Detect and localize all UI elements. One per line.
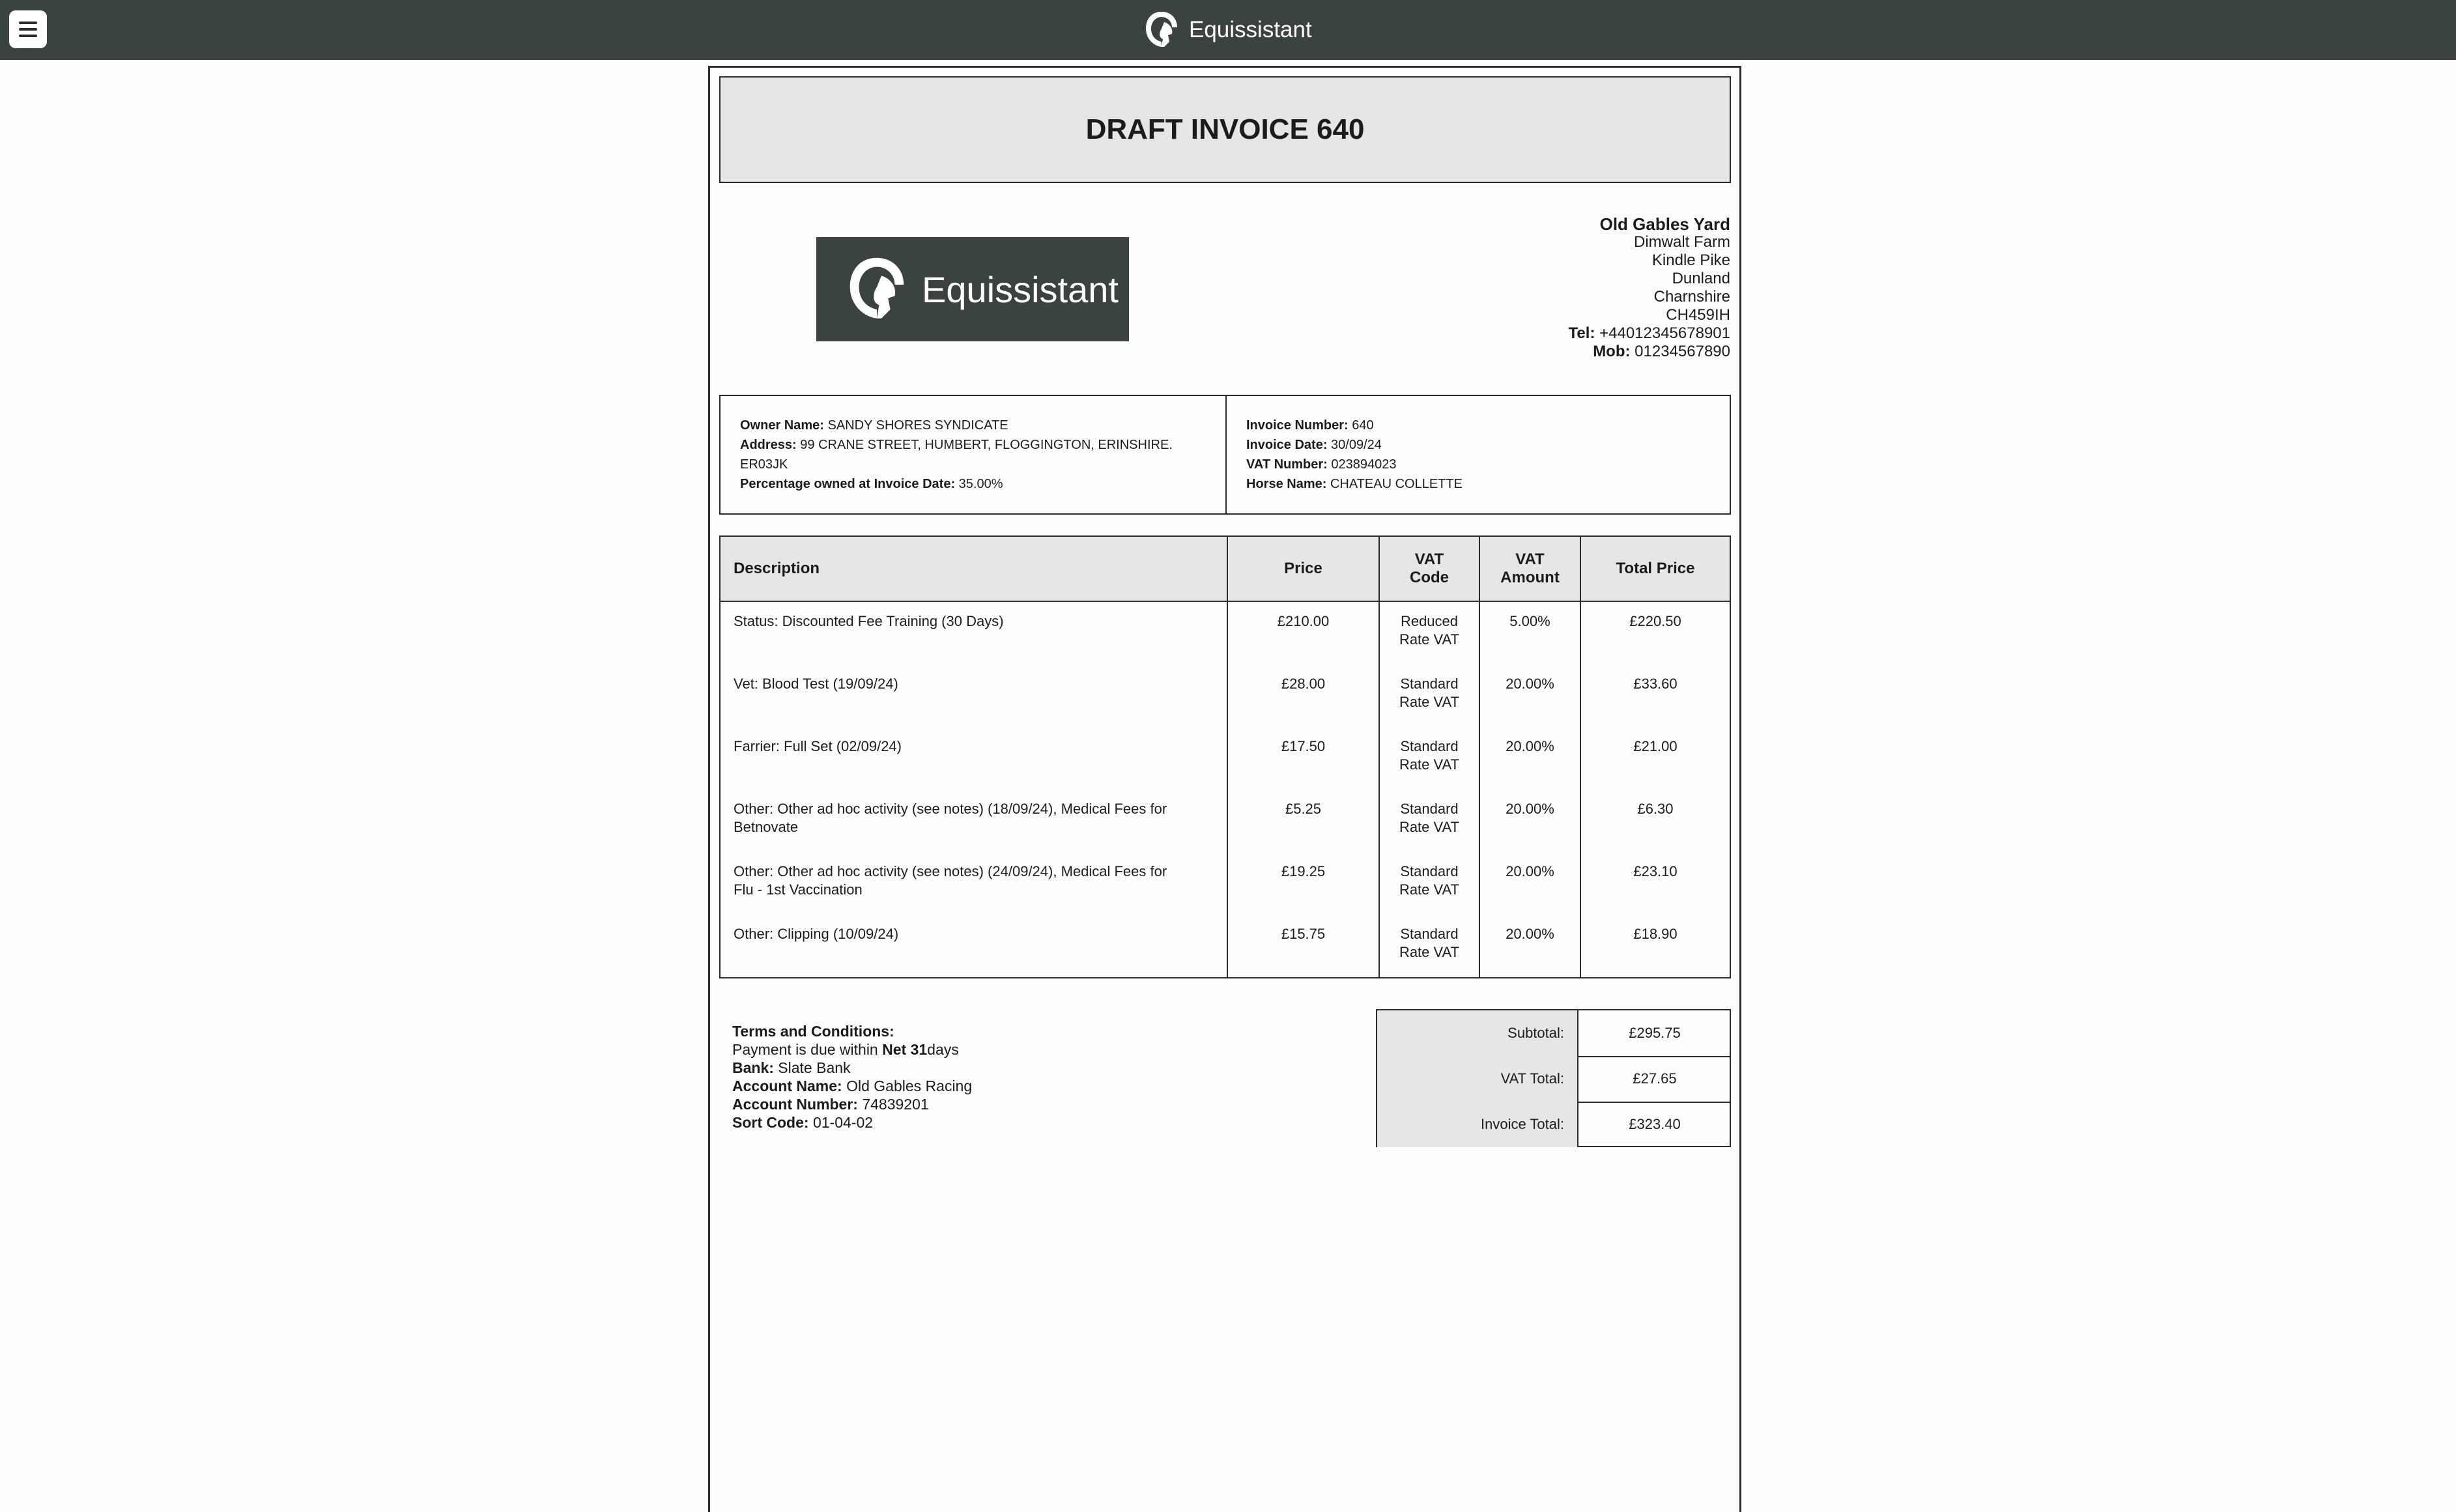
row-vat-code: Standard Rate VAT xyxy=(1399,738,1460,773)
row-vat-amount: 5.00% xyxy=(1509,613,1550,629)
row-vat-code: Standard Rate VAT xyxy=(1399,863,1460,898)
company-name: Old Gables Yard xyxy=(1599,214,1730,234)
address-line: Charnshire xyxy=(1653,288,1730,306)
header-vat-code: VAT Code xyxy=(1410,550,1449,586)
address-line: Dunland xyxy=(1672,270,1730,287)
hamburger-menu-icon[interactable] xyxy=(9,10,47,48)
address-line: Kindle Pike xyxy=(1651,251,1730,269)
company-mob: Mob: 01234567890 xyxy=(1593,343,1730,360)
table-row xyxy=(721,851,1730,913)
totals-table xyxy=(1376,1009,1731,1147)
row-vat-code: Standard Rate VAT xyxy=(1399,676,1460,710)
invoice-logo xyxy=(816,237,1129,341)
account-name: Account Name: Old Gables Racing xyxy=(732,1077,973,1094)
address-line: CH459IH xyxy=(1666,306,1730,324)
invoice-title: DRAFT INVOICE 640 xyxy=(719,76,1731,183)
company-address xyxy=(1569,215,1730,361)
subtotal-value: £295.75 xyxy=(1629,1025,1681,1041)
owner-info xyxy=(719,395,1227,515)
row-description: Farrier: Full Set (02/09/24) xyxy=(734,738,902,754)
header-description: Description xyxy=(734,560,820,577)
invoice-meta xyxy=(1225,395,1731,515)
invoice-total-row xyxy=(1377,1102,1730,1147)
table-row xyxy=(721,726,1730,788)
invoice-total-label: Invoice Total: xyxy=(1377,1102,1578,1147)
row-total: £21.00 xyxy=(1633,738,1678,754)
vat-total-label: VAT Total: xyxy=(1377,1056,1578,1102)
invoice-logo-text: Equissistant xyxy=(922,268,1119,310)
table-row xyxy=(721,788,1730,851)
horse-name: Horse Name: CHATEAU COLLETTE xyxy=(1246,477,1463,491)
row-price: £19.25 xyxy=(1281,863,1326,879)
vat-total-value: £27.65 xyxy=(1633,1070,1677,1087)
row-total: £18.90 xyxy=(1633,926,1678,942)
subtotal-label: Subtotal: xyxy=(1377,1010,1578,1056)
row-price: £28.00 xyxy=(1281,676,1326,692)
row-vat-amount: 20.00% xyxy=(1506,738,1554,754)
subtotal-row xyxy=(1377,1010,1730,1057)
header-price: Price xyxy=(1284,560,1322,577)
owner-address: Address: 99 CRANE STREET, HUMBERT, FLOGGINGTON, ERINSHIRE. ER03JK xyxy=(740,438,1173,472)
app-name: Equissistant xyxy=(1189,17,1312,42)
top-bar xyxy=(0,0,2456,60)
row-total: £23.10 xyxy=(1633,863,1678,879)
header-total-price: Total Price xyxy=(1616,560,1695,577)
owner-name: Owner Name: SANDY SHORES SYNDICATE xyxy=(740,418,1008,433)
row-description: Other: Other ad hoc activity (see notes) (18/09/24), Medical Fees for Betnovate xyxy=(734,801,1167,835)
horse-head-icon xyxy=(841,253,913,325)
bank: Bank: Slate Bank xyxy=(732,1059,851,1076)
table-row xyxy=(721,601,1730,663)
row-vat-amount: 20.00% xyxy=(1506,676,1554,692)
account-number: Account Number: 74839201 xyxy=(732,1096,929,1113)
owner-percentage: Percentage owned at Invoice Date: 35.00% xyxy=(740,477,1003,491)
company-tel: Tel: +44012345678901 xyxy=(1568,324,1730,342)
vat-number: VAT Number: 023894023 xyxy=(1246,457,1397,472)
row-total: £220.50 xyxy=(1629,613,1681,629)
header-vat-amount: VAT Amount xyxy=(1500,550,1560,586)
row-vat-code: Reduced Rate VAT xyxy=(1399,613,1460,648)
row-vat-amount: 20.00% xyxy=(1506,926,1554,942)
line-items-table xyxy=(719,535,1731,978)
row-price: £5.25 xyxy=(1285,801,1322,817)
terms-and-conditions xyxy=(732,1022,972,1132)
table-row xyxy=(721,663,1730,726)
invoice-total-value: £323.40 xyxy=(1629,1116,1681,1132)
row-description: Vet: Blood Test (19/09/24) xyxy=(734,676,898,692)
row-vat-code: Standard Rate VAT xyxy=(1399,801,1460,835)
row-description: Other: Clipping (10/09/24) xyxy=(734,926,899,942)
invoice-number: Invoice Number: 640 xyxy=(1246,418,1374,433)
app-logo xyxy=(1142,7,1312,53)
terms-heading: Terms and Conditions: xyxy=(732,1023,894,1040)
horse-head-icon xyxy=(1142,9,1181,51)
row-description: Status: Discounted Fee Training (30 Days) xyxy=(734,613,1004,629)
table-row xyxy=(721,913,1730,976)
row-total: £33.60 xyxy=(1633,676,1678,692)
row-total: £6.30 xyxy=(1637,801,1674,817)
payment-terms: Payment is due within Net 31days xyxy=(732,1041,959,1058)
row-vat-code: Standard Rate VAT xyxy=(1399,926,1460,960)
invoice-date: Invoice Date: 30/09/24 xyxy=(1246,438,1382,452)
sort-code: Sort Code: 01-04-02 xyxy=(732,1114,874,1131)
row-price: £15.75 xyxy=(1281,926,1326,942)
address-line: Dimwalt Farm xyxy=(1634,233,1730,251)
row-vat-amount: 20.00% xyxy=(1506,801,1554,817)
row-price: £210.00 xyxy=(1277,613,1330,629)
row-price: £17.50 xyxy=(1281,738,1326,754)
vat-total-row xyxy=(1377,1056,1730,1103)
row-description: Other: Other ad hoc activity (see notes) (24/09/24), Medical Fees for Flu - 1st Vaccination xyxy=(734,863,1167,898)
row-vat-amount: 20.00% xyxy=(1506,863,1554,879)
